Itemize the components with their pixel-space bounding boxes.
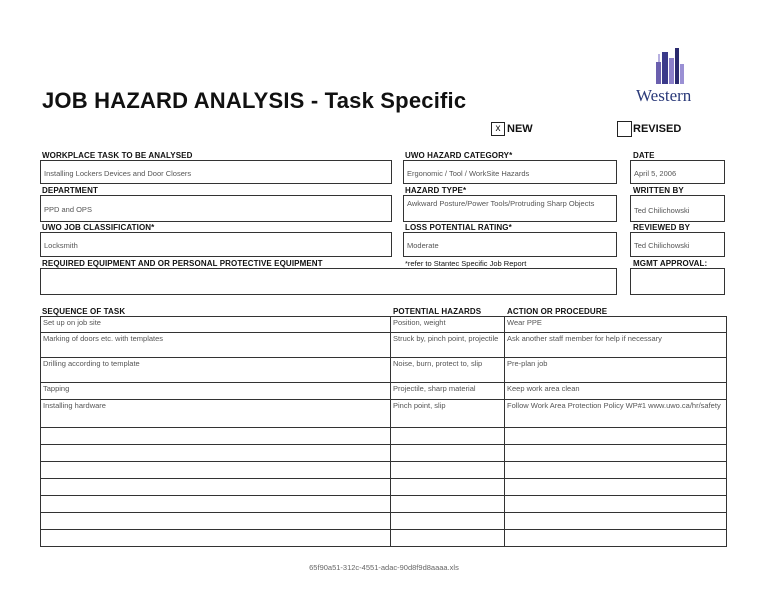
action-cell[interactable]: Wear PPE — [505, 317, 727, 333]
header-potential-hazards: POTENTIAL HAZARDS — [393, 307, 482, 316]
written-by-field[interactable] — [630, 195, 725, 222]
loss-potential-field[interactable] — [403, 232, 617, 257]
hazard-category-value: Ergonomic / Tool / WorkSite Hazards — [407, 169, 530, 178]
table-row — [41, 383, 727, 400]
department-label: DEPARTMENT — [42, 186, 98, 195]
hazard-cell[interactable] — [391, 462, 505, 479]
action-cell[interactable] — [505, 496, 727, 513]
department-value: PPD and OPS — [44, 205, 92, 214]
task-cell[interactable]: Tapping — [41, 383, 391, 400]
date-value: April 5, 2006 — [634, 169, 677, 178]
date-field[interactable] — [630, 160, 725, 184]
mgmt-approval-field[interactable] — [630, 268, 725, 295]
mgmt-approval-value — [631, 269, 724, 278]
hazard-cell[interactable]: Position, weight — [391, 317, 505, 333]
task-cell[interactable]: Set up on job site — [41, 317, 391, 333]
workplace-task-value: Installing Lockers Devices and Door Closers — [44, 169, 192, 178]
hazard-cell[interactable]: Noise, burn, protect to, slip — [391, 358, 505, 383]
logo-text: Western — [636, 86, 692, 105]
action-cell[interactable]: Ask another staff member for help if necessary — [505, 333, 727, 358]
table-row — [41, 445, 727, 462]
job-classification-value: Locksmith — [44, 241, 78, 250]
table-row — [41, 479, 727, 496]
required-equipment-value — [41, 269, 616, 278]
workplace-task-field[interactable] — [40, 160, 392, 184]
table-row — [41, 496, 727, 513]
action-cell[interactable]: Pre-plan job — [505, 358, 727, 383]
header-sequence-of-task: SEQUENCE OF TASK — [42, 307, 126, 316]
task-table — [40, 316, 727, 547]
job-classification-field[interactable] — [40, 232, 392, 257]
revised-checkbox[interactable] — [617, 121, 632, 137]
task-cell[interactable] — [41, 428, 391, 445]
department-field[interactable] — [40, 195, 392, 222]
action-cell[interactable] — [505, 513, 727, 530]
hazard-cell[interactable] — [391, 496, 505, 513]
action-cell[interactable]: Follow Work Area Protection Policy WP#1 www.uwo.ca/hr/safety — [505, 400, 727, 428]
table-row — [41, 530, 727, 547]
revised-label: REVISED — [633, 123, 682, 135]
workplace-task-label: WORKPLACE TASK TO BE ANALYSED — [42, 151, 193, 160]
mgmt-approval-label: MGMT APPROVAL: — [633, 259, 708, 268]
hazard-type-label: HAZARD TYPE* — [405, 186, 467, 195]
hazard-type-value: Awkward Posture/Power Tools/Protruding Sharp Objects — [407, 199, 595, 208]
required-equipment-label: REQUIRED EQUIPMENT AND OR PERSONAL PROTECTIVE EQUIPMENT — [42, 259, 323, 268]
required-equipment-field[interactable] — [40, 268, 617, 295]
task-cell[interactable]: Installing hardware — [41, 400, 391, 428]
written-by-label: WRITTEN BY — [633, 186, 684, 195]
action-cell[interactable] — [505, 462, 727, 479]
new-label: NEW — [507, 123, 533, 135]
task-cell[interactable] — [41, 445, 391, 462]
action-cell[interactable] — [505, 530, 727, 547]
new-checkbox[interactable]: x — [491, 122, 505, 136]
task-cell[interactable] — [41, 513, 391, 530]
table-row — [41, 513, 727, 530]
hazard-cell[interactable] — [391, 428, 505, 445]
file-name-footer: 65f90a51-312c-4551-adac-90d8f9d8aaaa.xls — [309, 563, 459, 572]
loss-potential-label: LOSS POTENTIAL RATING* — [405, 223, 512, 232]
table-row — [41, 317, 727, 333]
reviewed-by-field[interactable] — [630, 232, 725, 257]
hazard-category-label: UWO HAZARD CATEGORY* — [405, 151, 513, 160]
date-label: DATE — [633, 151, 655, 160]
task-cell[interactable]: Marking of doors etc. with templates — [41, 333, 391, 358]
action-cell[interactable] — [505, 445, 727, 462]
action-cell[interactable]: Keep work area clean — [505, 383, 727, 400]
hazard-cell[interactable] — [391, 513, 505, 530]
page-title: JOB HAZARD ANALYSIS - Task Specific — [42, 88, 467, 113]
task-cell[interactable] — [41, 462, 391, 479]
table-row — [41, 333, 727, 358]
refer-note: *refer to Stantec Specific Job Report — [405, 259, 527, 268]
hazard-type-field[interactable] — [403, 195, 617, 222]
hazard-cell[interactable] — [391, 479, 505, 496]
written-by-value: Ted Chilichowski — [634, 206, 690, 215]
task-cell[interactable]: Drilling according to template — [41, 358, 391, 383]
header-action-or-procedure: ACTION OR PROCEDURE — [507, 307, 608, 316]
reviewed-by-value: Ted Chilichowski — [634, 241, 690, 250]
task-cell[interactable] — [41, 530, 391, 547]
job-classification-label: UWO JOB CLASSIFICATION* — [42, 223, 155, 232]
table-row — [41, 428, 727, 445]
task-cell[interactable] — [41, 479, 391, 496]
hazard-cell[interactable]: Struck by, pinch point, projectile — [391, 333, 505, 358]
table-row — [41, 400, 727, 428]
loss-potential-value: Moderate — [407, 241, 439, 250]
action-cell[interactable] — [505, 479, 727, 496]
hazard-cell[interactable]: Projectile, sharp material — [391, 383, 505, 400]
task-cell[interactable] — [41, 496, 391, 513]
hazard-cell[interactable] — [391, 445, 505, 462]
reviewed-by-label: REVIEWED BY — [633, 223, 691, 232]
hazard-cell[interactable]: Pinch point, slip — [391, 400, 505, 428]
hazard-category-field[interactable] — [403, 160, 617, 184]
hazard-cell[interactable] — [391, 530, 505, 547]
table-row — [41, 358, 727, 383]
action-cell[interactable] — [505, 428, 727, 445]
table-row — [41, 462, 727, 479]
